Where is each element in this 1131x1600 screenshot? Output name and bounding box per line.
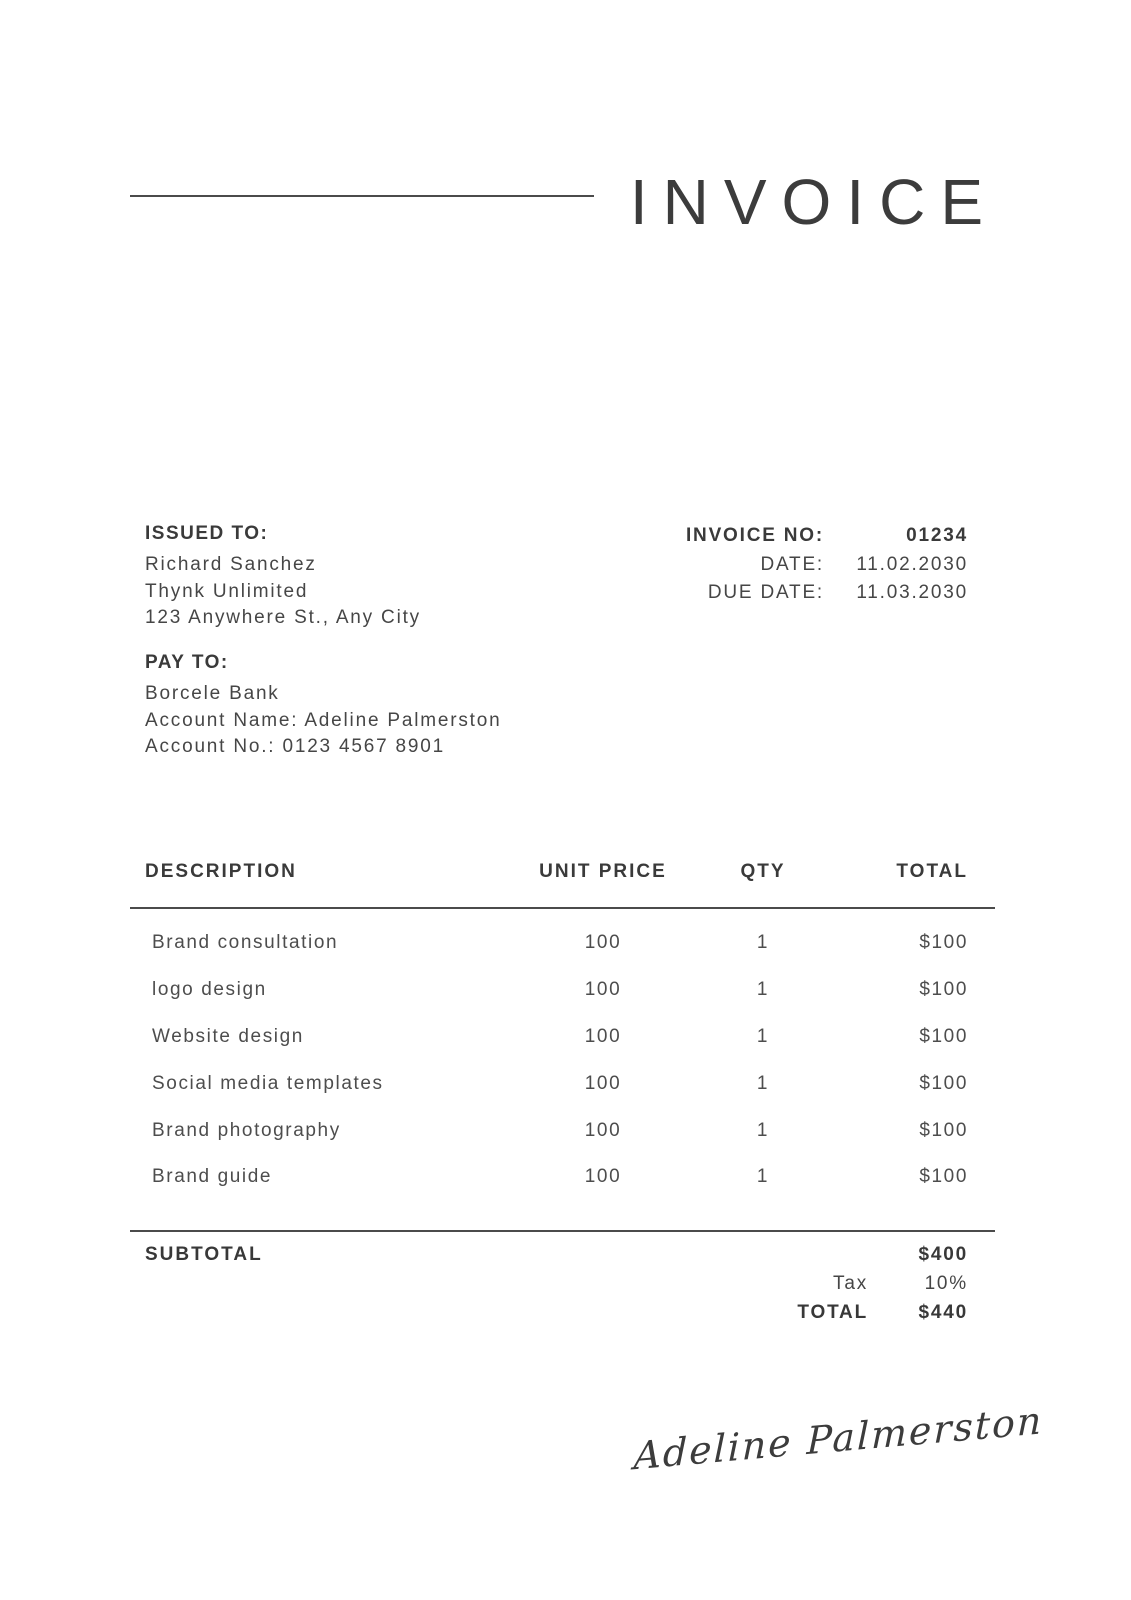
invoice-no-value: 01234 [906,525,968,546]
tax-value: 10% [924,1272,968,1294]
totals-section [130,1232,995,1327]
title-band [130,166,998,238]
pay-to-section [145,651,501,761]
header-total: TOTAL [896,861,968,882]
item-qty: 1 [756,932,770,954]
item-unit-price: 100 [584,979,622,1001]
item-unit-price: 100 [584,1072,622,1094]
tax-row [130,1269,995,1298]
item-total: $100 [919,932,968,954]
item-description: Brand photography [152,1119,341,1141]
item-total: $100 [919,1025,968,1047]
tax-label: Tax [833,1272,868,1294]
item-total: $100 [919,1119,968,1141]
item-unit-price: 100 [584,1119,622,1141]
item-qty: 1 [756,1025,770,1047]
invoice-no-label: INVOICE NO: [685,525,824,546]
table-row [130,1154,995,1201]
item-total: $100 [919,1072,968,1094]
item-description: logo design [152,979,267,1001]
items-table [130,862,995,1327]
item-total: $100 [919,1166,968,1188]
table-body [130,909,995,1201]
total-label: TOTAL [797,1301,868,1323]
item-description: Social media templates [152,1072,384,1094]
item-qty: 1 [756,1119,770,1141]
item-description: Brand consultation [152,932,339,954]
table-row [130,1014,995,1061]
header-unit-price: UNIT PRICE [539,861,667,882]
item-qty: 1 [756,979,770,1001]
table-row [130,1060,995,1107]
pay-to-account-name: Account Name: Adeline Palmerston [145,709,502,731]
due-date-value: 11.03.2030 [856,582,968,603]
issued-to-name: Richard Sanchez [145,554,317,575]
pay-to-bank: Borcele Bank [145,683,280,704]
table-row [130,967,995,1014]
due-date-label: DUE DATE: [707,582,824,603]
title-rule [130,195,594,197]
signature: Adeline Palmerston [633,1398,1044,1479]
table-row [130,1107,995,1154]
item-total: $100 [919,979,968,1001]
page-title: INVOICE [629,166,998,238]
total-row [130,1298,995,1327]
issued-to-heading: ISSUED TO: [145,523,269,544]
invoice-meta-section [686,522,968,608]
issued-to-section [145,522,421,632]
subtotal-value: $400 [918,1243,968,1265]
subtotal-label: SUBTOTAL [145,1243,263,1265]
pay-to-heading: PAY TO: [145,652,229,673]
pay-to-account-no: Account No.: 0123 4567 8901 [145,736,446,757]
table-header-row [130,862,995,882]
total-value: $440 [918,1301,968,1323]
issued-to-address: 123 Anywhere St., Any City [145,607,421,628]
item-unit-price: 100 [584,1166,622,1188]
header-description: DESCRIPTION [145,861,297,882]
item-qty: 1 [756,1072,770,1094]
item-unit-price: 100 [584,932,622,954]
table-row [130,920,995,967]
item-unit-price: 100 [584,1025,622,1047]
header-qty: QTY [740,861,786,882]
item-description: Brand guide [152,1166,273,1188]
date-value: 11.02.2030 [856,553,968,575]
item-qty: 1 [756,1166,770,1188]
date-label: DATE: [760,553,824,575]
item-description: Website design [152,1025,304,1047]
issued-to-company: Thynk Unlimited [145,580,309,602]
